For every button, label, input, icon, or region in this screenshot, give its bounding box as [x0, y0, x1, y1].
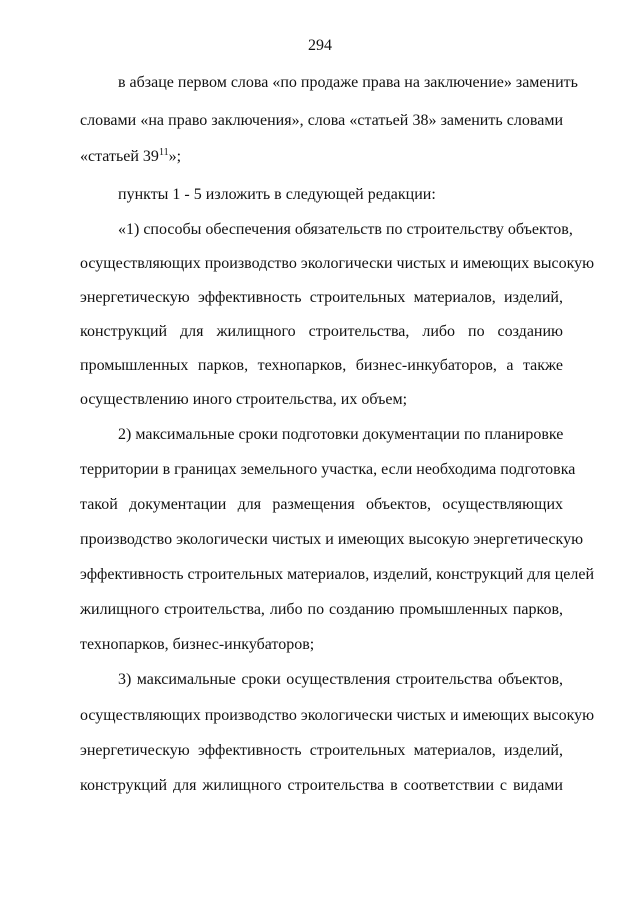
text-line-6: осуществляющих производство экологически чистых и имеющих высокую	[80, 255, 595, 272]
text-line-17: технопарков, бизнес-инкубаторов;	[80, 636, 315, 653]
text-line-16: жилищного строительства, либо по созданию промышленных парков,	[80, 601, 563, 618]
text-line-1: в абзаце первом слова «по продаже права на заключение» заменить	[118, 74, 578, 91]
text-line-19: осуществляющих производство экологически чистых и имеющих высокую	[80, 707, 595, 724]
text-line-21: конструкций для жилищного строительства в соответствии с видами	[80, 777, 563, 794]
text-line-4: пункты 1 - 5 изложить в следующей редакции:	[118, 186, 436, 203]
text-line-12: территории в границах земельного участка, если необходима подготовка	[80, 461, 576, 478]
text-line-5: «1) способы обеспечения обязательств по строительству объектов,	[118, 221, 573, 238]
text-line-3-main: «статьей 39	[80, 148, 159, 165]
text-line-3-tail: »;	[168, 148, 182, 165]
text-line-2: словами «на право заключения», слова «статьей 38» заменить словами	[80, 112, 563, 129]
text-line-20: энергетическую эффективность строительных материалов, изделий,	[80, 742, 563, 759]
text-line-8: конструкций для жилищного строительства, либо по созданию	[80, 323, 563, 340]
text-line-15: эффективность строительных материалов, изделий, конструкций для целей	[80, 566, 595, 583]
text-line-7: энергетическую эффективность строительных материалов, изделий,	[80, 289, 563, 306]
text-line-3	[80, 147, 563, 167]
superscript-number: 11	[158, 147, 169, 158]
text-line-9: промышленных парков, технопарков, бизнес-инкубаторов, а также	[80, 357, 563, 374]
text-line-11: 2) максимальные сроки подготовки документации по планировке	[118, 426, 564, 443]
text-line-14: производство экологически чистых и имеющих высокую энергетическую	[80, 531, 584, 548]
text-line-13: такой документации для размещения объектов, осуществляющих	[80, 496, 563, 513]
page-number: 294	[308, 37, 332, 54]
text-line-18: 3) максимальные сроки осуществления строительства объектов,	[118, 671, 563, 688]
text-line-10: осуществлению иного строительства, их объем;	[80, 391, 408, 408]
